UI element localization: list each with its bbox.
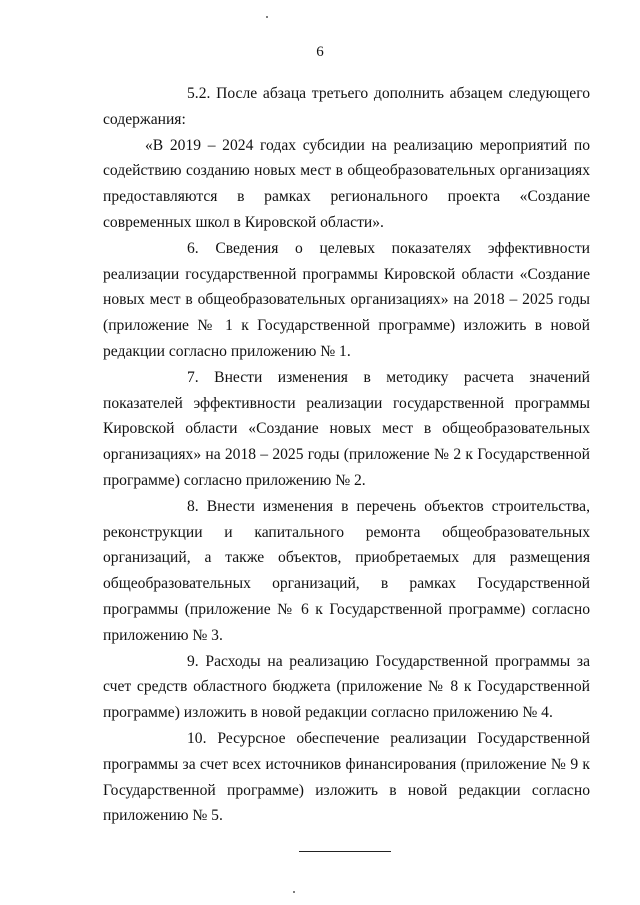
paragraph-7 [103, 365, 590, 494]
document-body [103, 81, 590, 829]
paragraph-number: 10. [187, 729, 207, 747]
paragraph-number: 6. [187, 239, 199, 257]
scan-speck [266, 16, 268, 18]
paragraph-number: 8. [187, 497, 199, 515]
paragraph-text: Внести изменения в методику расчета значений показателей эффективности реализации государственной программы Кировской области «Создание новых мест в общеобразовательных организациях» на 2018 – 2025 годы (приложение № 2 к Государственной программе) согласно приложению № 2. [103, 368, 590, 489]
page-number: 6 [316, 44, 324, 60]
paragraph-10 [103, 726, 590, 829]
scan-speck [293, 891, 295, 893]
paragraph-quoted-insert [103, 133, 590, 236]
paragraph-text: «В 2019 – 2024 годах субсидии на реализацию мероприятий по содействию созданию новых мест в общеобразовательных организациях предоставляются в рамках регионального проекта «Создание современных школ в Кировской области». [103, 136, 590, 231]
paragraph-number: 9. [187, 652, 199, 670]
paragraph-number: 7. [187, 368, 199, 386]
paragraph-6 [103, 236, 590, 365]
paragraph-number: 5.2. [187, 85, 211, 102]
paragraph-text: Сведения о целевых показателях эффективности реализации государственной программы Кировской области «Создание новых мест в общеобразовательных организациях» на 2018 – 2025 годы (приложение № 1 к Государственной программе) изложить в новой редакции согласно приложению № 1. [103, 239, 590, 360]
paragraph-9 [103, 649, 590, 726]
paragraph-text: Внести изменения в перечень объектов строительства, реконструкции и капитального ремонта общеобразовательных организаций, а также объектов, приобретаемых для размещения общеобразовательных организаций, в рамках Государственной программы (приложение № 6 к Государственной программе) согласно приложению № 3. [103, 497, 590, 644]
paragraph-5-2 [103, 81, 590, 133]
paragraph-8 [103, 494, 590, 649]
paragraph-text: Ресурсное обеспечение реализации Государственной программы за счет всех источников финансирования (приложение № 9 к Государственной программе) изложить в новой редакции согласно приложению № 5. [103, 729, 590, 825]
paragraph-text: После абзаца третьего дополнить абзацем следующего содержания: [103, 85, 590, 128]
paragraph-text: Расходы на реализацию Государственной программы за счет средств областного бюджета (приложение № 8 к Государственной программе) изложить в новой редакции согласно приложению № 4. [103, 652, 590, 722]
end-of-text-rule [299, 851, 391, 852]
